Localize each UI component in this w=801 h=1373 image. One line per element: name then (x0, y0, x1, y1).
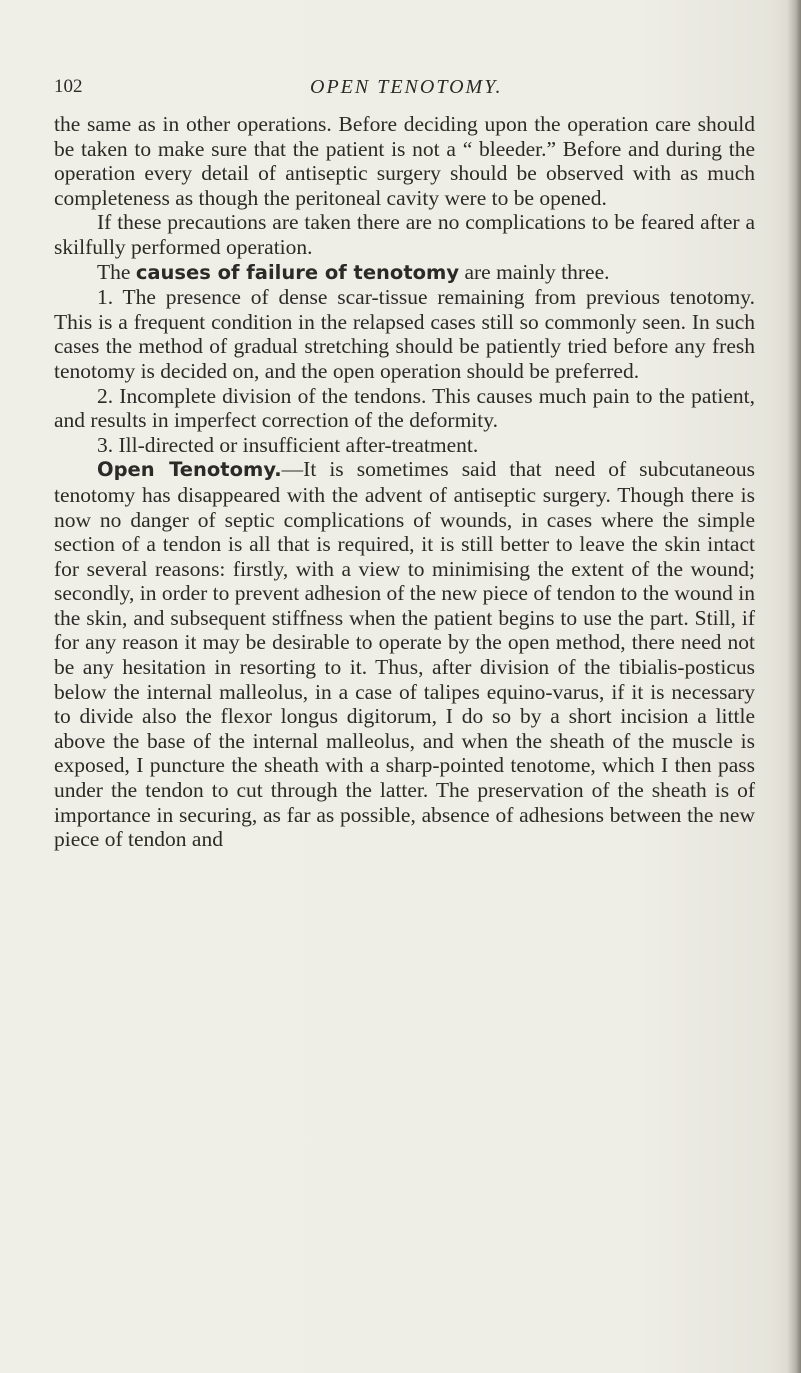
paragraph-open-tenotomy (54, 457, 755, 852)
paragraph-cause-1: 1. The presence of dense scar-tissue remaining from previous tenotomy. This is a frequent condition in the relapsed cases still so commonly seen. In such cases the method of gradual stretching should be patiently tried before any fresh tenotomy is decided on, and the open operation should be preferred. (54, 285, 755, 383)
open-tenotomy-text: —It is sometimes said that need of subcutaneous tenotomy has disappeared with the advent of antiseptic surgery. Though there is now no danger of septic complications of wounds, in cases where the simple section of a tendon is all that is required, it is still better to leave the skin intact for several reasons: firstly, with a view to minimising the extent of the wound; secondly, in order to prevent adhesion of the new piece of tendon to the wound in the skin, and subsequent stiffness when the patient begins to use the part. Still, if for any reason it may be desirable to operate by the open method, there need not be any hesitation in resorting to it. Thus, after division of the tibialis-posticus below the internal malleolus, in a case of talipes equino-varus, if it is necessary to divide also the flexor longus digitorum, I do so by a short incision a little above the base of the internal malleolus, and when the sheath of the muscle is exposed, I puncture the sheath with a sharp-pointed tenotome, which I then pass under the tendon to cut through the latter. The preservation of the sheath is of importance in securing, as far as possible, absence of adhesions between the new piece of tendon and (54, 457, 756, 852)
running-head: OPEN TENOTOMY. (310, 76, 503, 98)
paragraph-causes-intro (54, 260, 755, 286)
body-text (54, 112, 755, 852)
page-edge-shadow (787, 0, 801, 1373)
causes-heading: causes of failure of tenotomy (135, 260, 460, 284)
page-number: 102 (54, 76, 83, 97)
paragraph-cause-3: 3. Ill-directed or insufficient after-treatment. (97, 432, 479, 457)
causes-intro-tail: are mainly three. (459, 259, 610, 284)
paragraph-continuation: the same as in other operations. Before deciding upon the operation care should be taken to make sure that the patient is not a “ bleeder.” Before and during the operation every detail of antiseptic surgery should be observed with as much completeness as though the peritoneal cavity were to be opened. (54, 112, 755, 210)
paragraph-cause-2: 2. Incomplete division of the tendons. This causes much pain to the patient, and results in imperfect correction of the deformity. (54, 383, 755, 433)
causes-intro-lead: The (97, 259, 136, 284)
page-header (54, 76, 754, 106)
open-tenotomy-heading: Open Tenotomy. (97, 458, 282, 482)
paragraph-precautions: If these precautions are taken there are no complications to be feared after a skilfully performed operation. (54, 210, 755, 259)
